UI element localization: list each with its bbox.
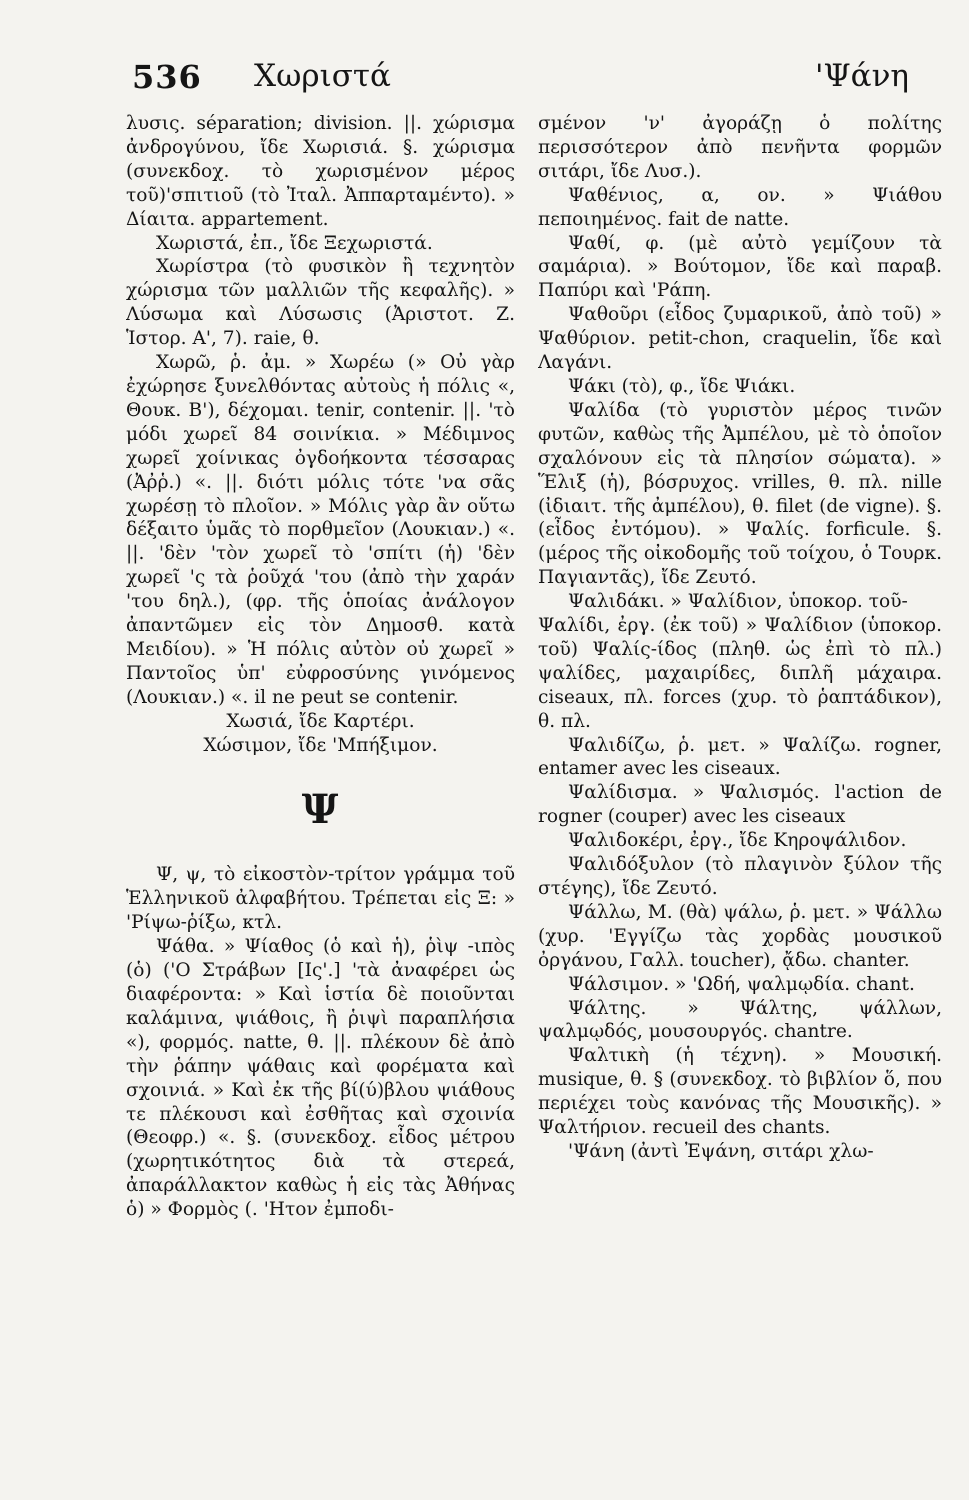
- entry-psathenios: Ψαθένιος, α, ον. » Ψιάθου πεποιημένος. fait de natte.: [538, 184, 942, 230]
- entry-choristra: Χωρίστρα (τὸ φυσικὸν ἢ τεχνητὸν χώρισμα τῶν μαλλιῶν τῆς κεφαλῆς). » Λύσωμα καὶ Λύσωσις (Ἀριστοτ. Ζ. Ἱστορ. Α', 7). raie, θ.: [126, 256, 515, 350]
- entry-psalidokeri: Ψαλιδοκέρι, ἐργ., ἴδε Κηροψάλιδον.: [568, 830, 907, 852]
- entry-chosimon: Χώσιμον, ἴδε 'Μπήξιμον.: [203, 734, 438, 756]
- entry-psalidoxylon: Ψαλιδόξυλον (τὸ πλαγινὸν ξύλον τῆς στέγης), ἴδε Ζευτό.: [538, 854, 942, 899]
- entry-psaki: Ψάκι (τὸ), φ., ἴδε Ψιάκι.: [568, 375, 796, 397]
- entry-psalidisma: Ψαλίδισμα. » Ψαλισμός. l'action de rogner (couper) avec les ciseaux: [538, 782, 942, 828]
- entry-choro: Χωρῶ, ῥ. ἀμ. » Χωρέω (» Οὐ γὰρ ἐχώρησε ξυνελθόντας αὐτοὺς ἡ πόλις «, Θουκ. Β'), δέχομαι. tenir, contenir. ||. 'τὸ μόδι χωρεῖ 84 σοινίκια. » Μέδιμνος χωρεῖ χοίνικας ὀγδοήκοντα τέσσαρας (Ἀῤῥ.) «. ||. διότι μόλις τότε 'να σᾶς χωρέσῃ τὸ πλοῖον. » Μόλις γὰρ ἂν οὕτω δέξαιτο ὑμᾶς τὸ πορθμεῖον (Λουκιαν.) «. ||. 'δὲν 'τὸν χωρεῖ τὸ 'σπίτι (ἡ) 'δὲν χωρεῖ 'ς τὰ ῥοῦχά 'του (ἀπὸ τὴν χαράν 'του δηλ.), (φρ. τῆς ὁποίας ἀνάλογον ἀπαντῶμεν εἰς τὸν Δημοσθ. κατὰ Μειδίου). » Ἡ πόλις αὐτὸν οὐ χωρεῖ » Παντοῖος ὑπ' εὐφροσύνης γινόμενος (Λουκιαν.) «. il ne peut se contenir.: [126, 352, 515, 708]
- entry-psalidi: Ψαλίδι, ἐργ. (ἐκ τοῦ) » Ψαλίδιον (ὑποκορ. τοῦ) Ψαλίς-ίδος (πληθ. ὡς ἐπὶ τὸ πλ.) ψαλίδες, μαχαιρίδες, διπλῆ μάχαιρα. ciseaux, πλ. forces (χυρ. τὸ ῥαπτάδικον), θ. πλ.: [538, 615, 942, 732]
- entry-psallo: Ψάλλω, Μ. (θὰ) ψάλω, ῥ. μετ. » Ψάλλω (χυρ. 'Εγγίζω τὰς χορδὰς μουσικοῦ ὀργάνου, Γαλλ. toucher), ᾄδω. chanter.: [538, 901, 942, 971]
- section-letter-heading: Ψ: [301, 786, 340, 834]
- entry-psatha: Ψάθα. » Ψίαθος (ὁ καὶ ἡ), ῥὶψ -ιπὸς (ὁ) ('Ο Στράβων [Ις'.] 'τὰ ἀναφέρει ὡς διαφέροντα: » Καὶ ἱστία δὲ ποιοῦνται καλάμινα, ψιάθοις, ἢ ῥιψὶ παραπλήσια «), φορμός. natte, θ. ||. πλέκουν δὲ ἀπὸ τὴν ῥάπην ψάθαις καὶ φορέματα καὶ σχοινιά. » Καὶ ἐκ τῆς βί(ύ)βλου ψιάθους τε πλέκουσι καὶ ἐσθῆτας καὶ σχοινία (Θεοφρ.) «. §. (συνεκδοχ. εἶδος μέτρου (χωρητικότητος διὰ τὰ στερεά, ἀπαράλλακτον καθὼς ἡ εἰς τὰς Ἀθήνας ὁ) » Φορμὸς (. 'Ητον ἐμποδι-: [126, 936, 515, 1221]
- entry-psathi: Ψαθί, φ. (μὲ αὐτὸ γεμίζουν τὰ σαμάρια). » Βούτομον, ἴδε καὶ παραβ. Παπύρι καὶ 'Ράπη.: [538, 232, 942, 302]
- right-column: [538, 112, 942, 1164]
- entry-psalsimon: Ψάλσιμον. » 'Ωδή, ψαλμῳδία. chant.: [568, 973, 915, 995]
- entry-psi: Ψ, ψ, τὸ εἰκοστὸν-τρίτον γράμμα τοῦ Ἑλληνικοῦ ἀλφαβήτου. Τρέπεται εἰς Ξ: » 'Ρίψω-ῥίξω, κτλ.: [126, 864, 515, 934]
- entry-psalidaki: Ψαλιδάκι. » Ψαλίδιον, ὑποκορ. τοῦ-: [568, 591, 908, 613]
- right-running-headword: 'Ψάνη: [814, 58, 909, 94]
- page-number: 536: [132, 58, 202, 96]
- entry-psalidizo: Ψαλιδίζω, ῥ. μετ. » Ψαλίζω. rogner, entamer avec les ciseaux.: [538, 734, 942, 780]
- page-header: [132, 58, 937, 102]
- entry-continuation: λυσις. séparation; division. ||. χώρισμα ἀνδρογύνου, ἴδε Χωρισιά. §. χώρισμα (συνεκδοχ. τὸ χωρισμένον μέρος τοῦ)'σπιτιοῦ (τὸ Ἰταλ. Ἀππαρταμέντο). » Δίαιτα. appartement.: [126, 113, 515, 230]
- left-running-headword: Χωριστά: [254, 58, 391, 94]
- entry-psaltis: Ψάλτης. » Ψάλτης, ψάλλων, ψαλμῳδός, μουσουργός. chantre.: [538, 997, 942, 1043]
- entry-chosia: Χωσιά, ἴδε Καρτέρι.: [226, 710, 415, 732]
- entry-choriста: Χωριστά, ἐπ., ἴδε Ξεχωριστά.: [156, 232, 433, 254]
- entry-continuation: σμένον 'ν' ἀγοράζῃ ὁ πολίτης περισσότερον ἀπὸ πενῆντα φορμῶν σιτάρι, ἴδε Λυσ.).: [538, 113, 942, 182]
- entry-psalida: Ψαλίδα (τὸ γυριστὸν μέρος τινῶν φυτῶν, καθὼς τῆς Ἀμπέλου, μὲ τὸ ὁποῖον σχαλόνουν εἰς τὰ πλησίον σώματα). » Ἕλιξ (ἡ), βόσρυχος. vrilles, θ. πλ. nille (ἰδιαιτ. τῆς ἀμπέλου), θ. filet (de vigne). §. (εἶδος ἐντόμου). » Ψαλίς. forficule. §. (μέρος τῆς οἰκοδομῆς τοῦ τοίχου, ὁ Τουρκ. Παγιαντᾶς), ἴδε Ζευτό.: [538, 399, 942, 589]
- entry-psani: 'Ψάνη (ἀντὶ Ἐψάνη, σιτάρι χλω-: [568, 1140, 874, 1162]
- left-column: [126, 112, 515, 1222]
- entry-psaltiki: Ψαλτικὴ (ἡ τέχνη). » Μουσική. musique, θ. § (συνεκδοχ. τὸ βιβλίον ὅ, που περιέχει τοὺς κανόνας τῆς Μουσικῆς). » Ψαλτήριον. recueil des chants.: [538, 1045, 942, 1139]
- entry-psathouri: Ψαθοῦρι (εἶδος ζυμαρικοῦ, ἀπὸ τοῦ) » Ψαθύριον. petit-chon, craquelin, ἴδε καὶ Λαγάνι.: [538, 304, 942, 374]
